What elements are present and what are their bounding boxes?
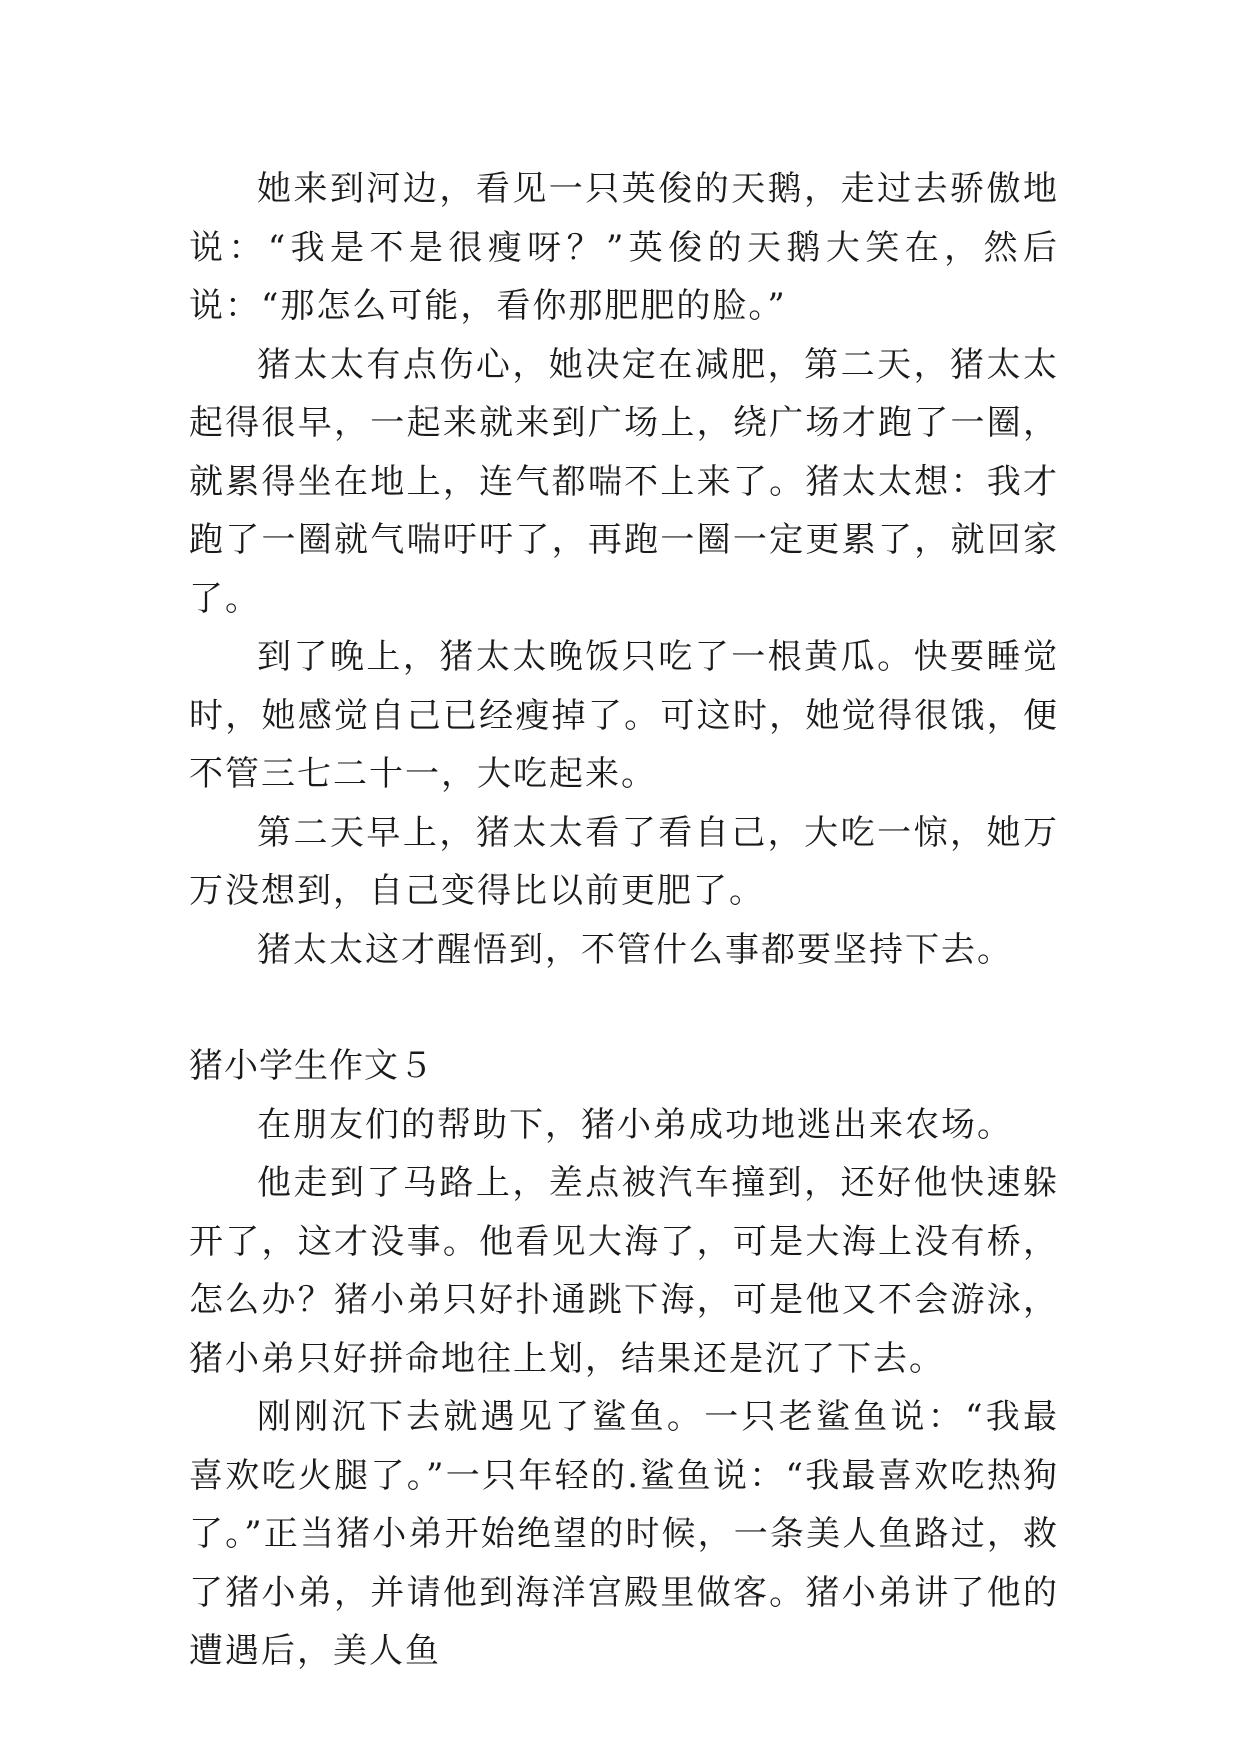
paragraph-next-morning: 第二天早上，猪太太看了看自己，大吃一惊，她万万没想到，自己变得比以前更肥了。 (189, 812, 1059, 911)
paragraph-running: 猪太太有点伤心，她决定在减肥，第二天，猪太太起得很早，一起来就来到广场上，绕广场才跑了一圈，就累得坐在地上，连气都喘不上来了。猪太太想：我才跑了一圈就气喘吁吁了，再跑一圈一定更累了，就回家了。 (189, 344, 1059, 619)
paragraph-sharks: 刚刚沉下去就遇见了鲨鱼。一只老鲨鱼说：“我最喜欢吃火腿了。”一只年轻的.鲨鱼说：“我最喜欢吃热狗了。”正当猪小弟开始绝望的时候，一条美人鱼路过，救了猪小弟，并请他到海洋宫殿里做客。猪小弟讲了他的遭遇后，美人鱼 (189, 1397, 1059, 1671)
paragraph-lesson: 猪太太这才醒悟到，不管什么事都要坚持下去。 (257, 929, 1013, 970)
document-body (189, 160, 1059, 1681)
paragraph-swan: 她来到河边，看见一只英俊的天鹅，走过去骄傲地说：“我是不是很瘦呀？”英俊的天鹅大笑在，然后说：“那怎么可能，看你那肥肥的脸。” (189, 169, 1059, 326)
section-heading: 猪小学生作文５ (189, 1046, 434, 1086)
paragraph-sea: 他走到了马路上，差点被汽车撞到，还好他快速躲开了，这才没事。他看见大海了，可是大海上没有桥，怎么办？猪小弟只好扑通跳下海，可是他又不会游泳，猪小弟只好拼命地往上划，结果还是沉了下去。 (189, 1163, 1059, 1379)
paragraph-escape: 在朋友们的帮助下，猪小弟成功地逃出来农场。 (257, 1104, 1013, 1145)
paragraph-dinner: 到了晚上，猪太太晚饭只吃了一根黄瓜。快要睡觉时，她感觉自己已经瘦掉了。可这时，她觉得很饿，便不管三七二十一，大吃起来。 (189, 637, 1059, 794)
